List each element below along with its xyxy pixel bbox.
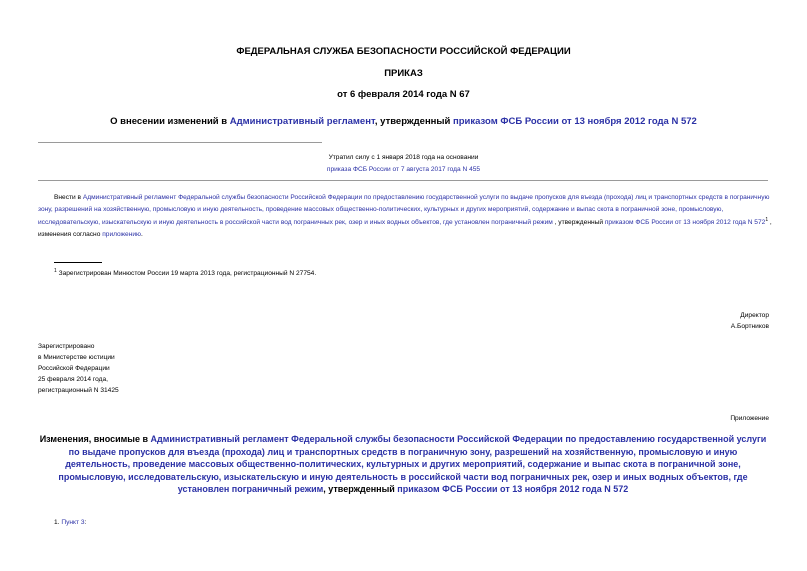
divider-bottom (38, 180, 768, 181)
registration-line-2: в Министерстве юстиции (38, 354, 115, 361)
para-footnote-mark: 1 (765, 217, 769, 223)
signature-name: А.Бортников (730, 323, 769, 330)
title-link-regulation[interactable]: Административный регламент (229, 116, 375, 127)
doc-title (0, 116, 807, 127)
para-text3: , изменения согласно (38, 219, 772, 238)
registration-line-1: Зарегистрировано (38, 343, 95, 350)
item-number: 1. (54, 519, 62, 526)
title-middle: , утвержденный (374, 116, 454, 127)
signature-position: Директор (740, 312, 769, 319)
item-link[interactable]: Пункт 3 (61, 519, 85, 526)
main-paragraph (38, 192, 772, 240)
agency-name: ФЕДЕРАЛЬНАЯ СЛУЖБА БЕЗОПАСНОСТИ РОССИЙСКОЙ ФЕДЕРАЦИИ (236, 46, 571, 57)
footnote-text: Зарегистрирован Минюстом России 19 марта 2013 года, регистрационный N 27754. (56, 270, 317, 278)
title-prefix: О внесении изменений в (110, 116, 230, 127)
para-text2: , утвержденный (552, 219, 605, 227)
appendix-label: Приложение (730, 415, 769, 422)
item-suffix: : (84, 519, 87, 526)
para-text4: . (141, 230, 143, 238)
appendix-item-1 (54, 517, 86, 529)
para-link-appendix[interactable]: приложению (102, 230, 141, 238)
status-line: Утратил силу с 1 января 2018 года на основании (328, 154, 479, 161)
footnote-rule (54, 262, 102, 263)
registration-line-4: 25 февраля 2014 года, (38, 376, 108, 383)
registration-line-5: регистрационный N 31425 (38, 387, 119, 394)
footnote-mark: 1 (54, 268, 57, 274)
divider-top (38, 142, 322, 143)
status-link[interactable]: приказа ФСБ России от 7 августа 2017 года N 455 (326, 166, 481, 173)
appendix-title-prefix: Изменения, вносимые в (39, 434, 151, 444)
appendix-link-regulation[interactable]: Административный регламент Федеральной службы безопасности Российской Федерации по предоставлению государственной услуги по выдаче пропусков для въезда (прохода) лиц и транспортных средств в пограничную зону, разрешений на хозяйственную, промысловую и иную деятельность, проведение массовых общественно-политических, культурных и других мероприятий, содержание и выпас скота в пограничной зоне, промысловую, исследовательскую, изыскательскую и иную деятельность в российской части вод пограничных рек, озер и иных водных объектов, где установлен пограничный режим (58, 434, 767, 494)
appendix-title-middle: , утвержденный (323, 484, 398, 494)
doc-date-number: от 6 февраля 2014 года N 67 (337, 89, 470, 100)
para-link-regulation[interactable]: Административный регламент Федеральной службы безопасности Российской Федерации по предоставлению государственной услуги по выдаче пропусков для въезда (прохода) лиц и транспортных средств в пограничную зону, разрешений на хозяйственную, промысловую и иную деятельность, проведение массовых общественно-политических, культурных и других мероприятий, содержание и выпас скота в пограничной зоне, промысловую, исследовательскую, изыскательскую и иную деятельность в российской части вод пограничных рек, озер и иных водных объектов, где установлен пограничный режим (38, 194, 770, 227)
appendix-link-order[interactable]: приказом ФСБ России от 13 ноября 2012 года N 572 (397, 484, 629, 494)
appendix-title (38, 433, 768, 496)
title-link-order[interactable]: приказом ФСБ России от 13 ноября 2012 года N 572 (453, 116, 697, 127)
para-link-order[interactable]: приказом ФСБ России от 13 ноября 2012 года N 572 (604, 219, 766, 227)
doc-type: ПРИКАЗ (384, 68, 423, 79)
registration-line-3: Российской Федерации (38, 365, 110, 372)
footnote (54, 266, 316, 280)
para-text1: Внести в (54, 194, 83, 201)
status-link-wrap (0, 164, 807, 176)
